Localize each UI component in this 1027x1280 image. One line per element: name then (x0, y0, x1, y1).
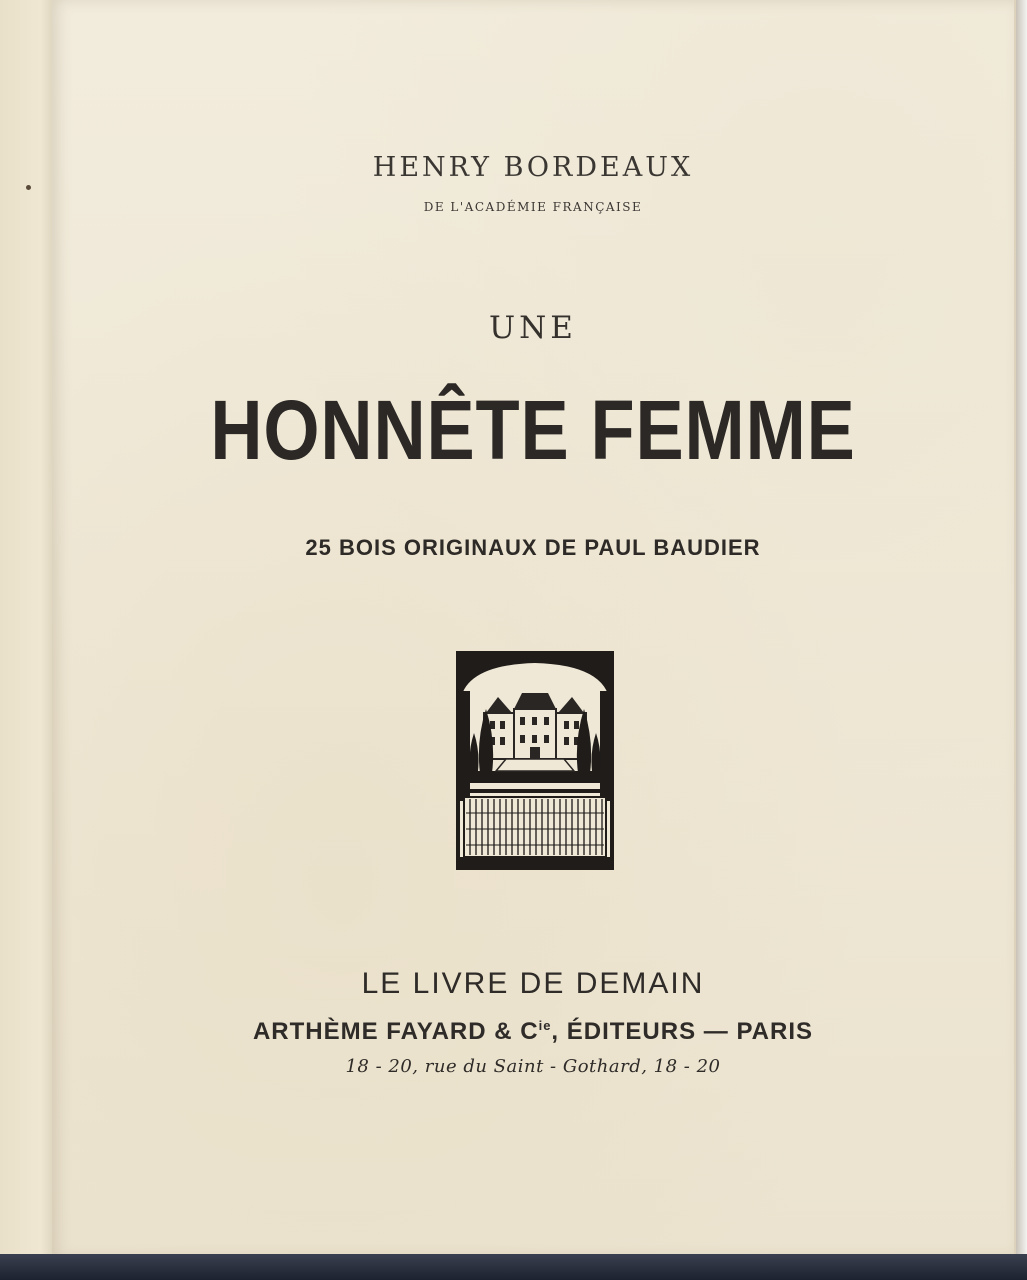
book-title: HONNÊTE FEMME (210, 383, 856, 477)
illustration-credit: 25 BOIS ORIGINAUX DE PAUL BAUDIER (305, 535, 761, 560)
woodcut-chateau-illustration (456, 651, 614, 870)
book-cover-edge (0, 1254, 1027, 1280)
publisher-superscript: ie (538, 1018, 552, 1033)
author-name: HENRY BORDEAUX (372, 152, 694, 183)
title-prefix: UNE (489, 310, 577, 346)
background-edge (1016, 0, 1027, 1262)
publisher-name: ARTHÈME FAYARD & C (252, 1018, 539, 1045)
publisher-line (52, 1018, 1014, 1046)
publisher-address: 18 - 20, rue du Saint - Gothard, 18 - 20 (345, 1056, 721, 1077)
title-page (52, 0, 1018, 1258)
previous-page-edge (0, 0, 59, 1262)
ink-spot (26, 185, 31, 190)
publisher-role-city: , ÉDITEURS — PARIS (551, 1018, 814, 1045)
series-name: LE LIVRE DE DEMAIN (361, 967, 705, 1000)
author-affiliation: DE L'ACADÉMIE FRANÇAISE (423, 200, 643, 214)
